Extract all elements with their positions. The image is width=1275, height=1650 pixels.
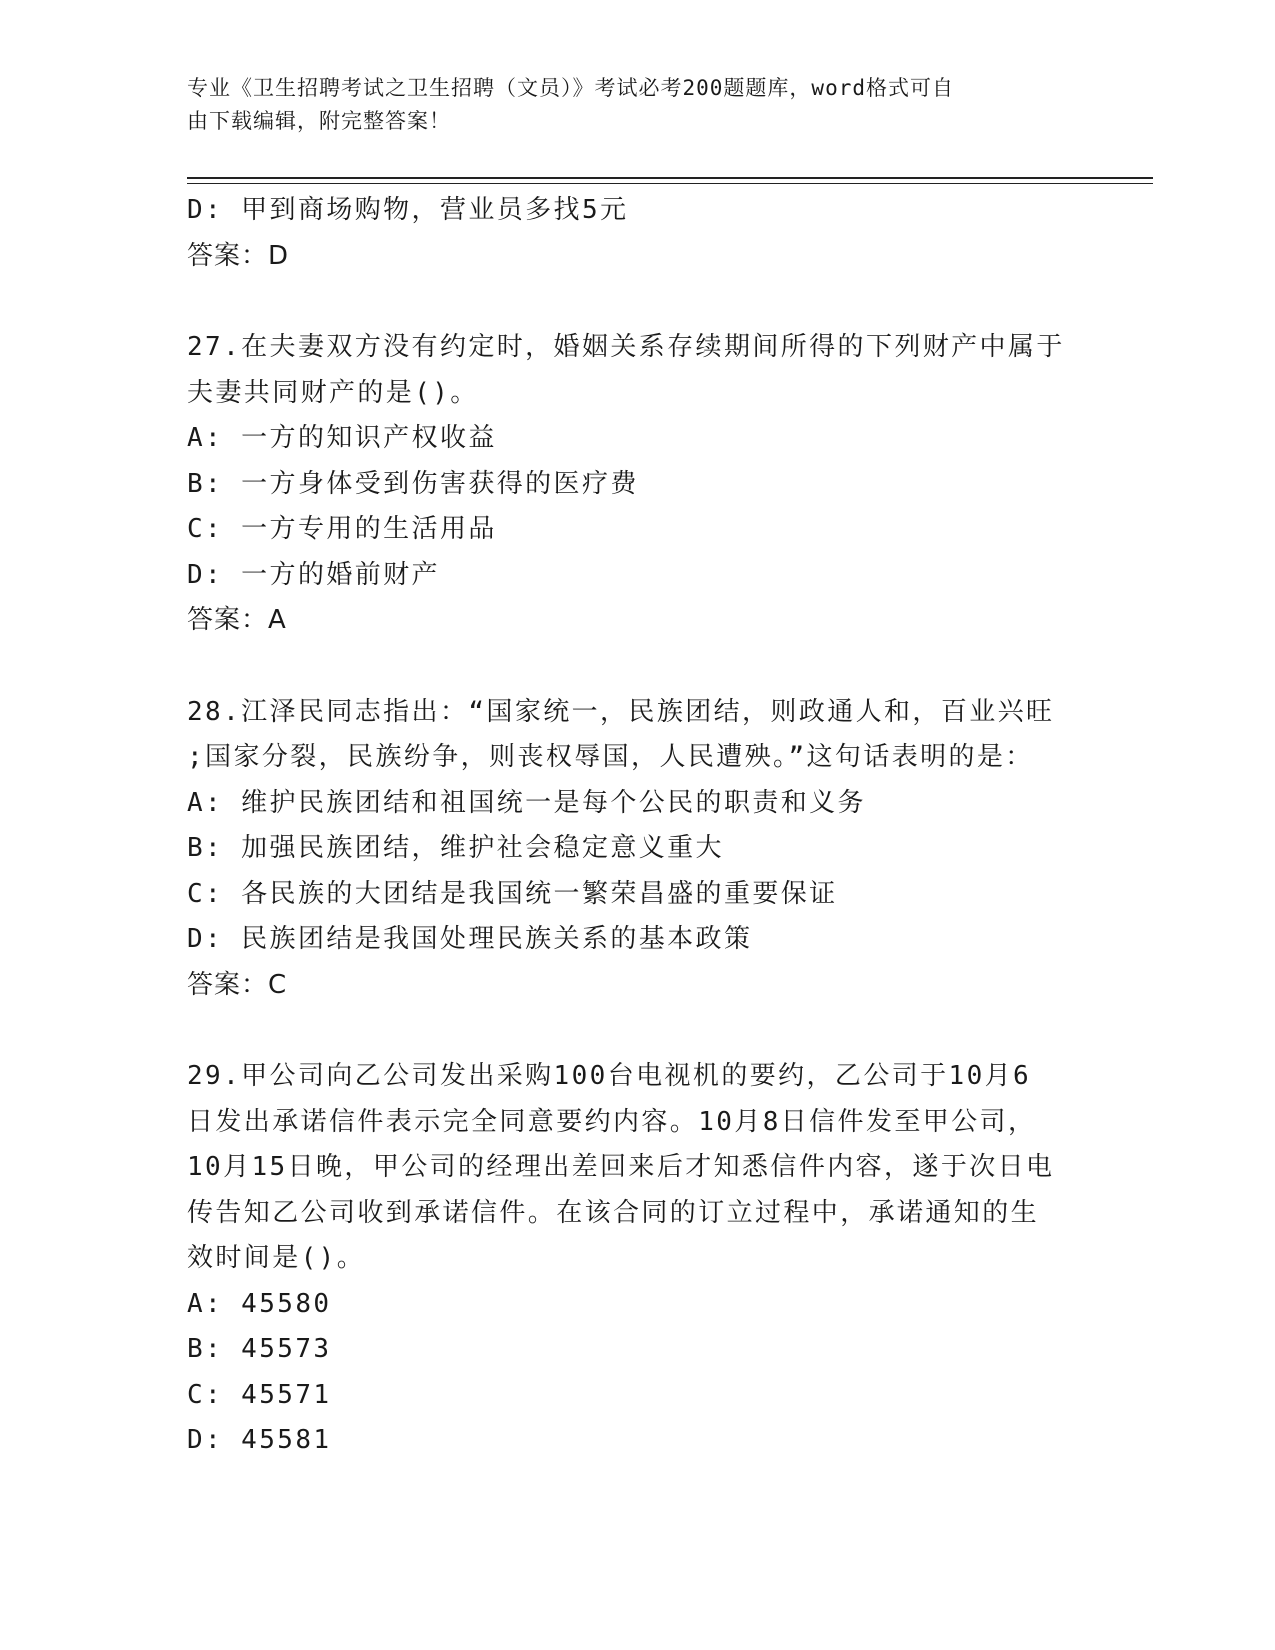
q29-option-d: D: 45581 [187, 1425, 332, 1455]
q27-stem-line-2: 夫妻共同财产的是()。 [187, 377, 479, 408]
question-26-tail [187, 188, 1087, 279]
question-29 [187, 1054, 1087, 1464]
header-line-1: 专业《卫生招聘考试之卫生招聘（文员）》考试必考200题题库，word格式可自 [187, 76, 954, 100]
q28-stem-line-2: ;国家分裂，民族纷争，则丧权辱国，人民遭殃。”这句话表明的是： [187, 742, 1034, 772]
q27-option-c: C: 一方专用的生活用品 [187, 514, 497, 544]
q29-option-c: C: 45571 [187, 1379, 332, 1410]
q27-option-b: B: 一方身体受到伤害获得的医疗费 [187, 468, 639, 499]
question-27 [187, 325, 1087, 644]
q28-option-d: D: 民族团结是我国处理民族关系的基本政策 [187, 924, 753, 954]
spacer [187, 1008, 1087, 1054]
q29-stem-line-1: 29.甲公司向乙公司发出采购100台电视机的要约，乙公司于10月6 [187, 1061, 1032, 1091]
q27-answer: 答案：A [187, 605, 287, 635]
q26-option-d: D: 甲到商场购物，营业员多找5元 [187, 195, 629, 225]
header-rule-thin [187, 183, 1153, 184]
q28-option-b: B: 加强民族团结，维护社会稳定意义重大 [187, 833, 724, 863]
q27-stem-line-1: 27.在夫妻双方没有约定时，婚姻关系存续期间所得的下列财产中属于 [187, 332, 1065, 362]
q29-option-a: A: 45580 [187, 1288, 332, 1319]
q27-option-a: A: 一方的知识产权收益 [187, 423, 497, 453]
q29-stem-line-2: 日发出承诺信件表示完全同意要约内容。10月8日信件发至甲公司， [187, 1106, 1037, 1137]
q29-stem-line-5: 效时间是()。 [187, 1243, 366, 1273]
spacer [187, 279, 1087, 325]
q29-stem-line-4: 传告知乙公司收到承诺信件。在该合同的订立过程中，承诺通知的生 [187, 1197, 1040, 1228]
q29-stem-line-3: 10月15日晚，甲公司的经理出差回来后才知悉信件内容，遂于次日电 [187, 1152, 1055, 1182]
q28-answer: 答案：C [187, 969, 288, 1000]
header-line-2: 由下载编辑，附完整答案！ [187, 109, 451, 133]
q28-stem-line-1: 28.江泽民同志指出：“国家统一，民族团结，则政通人和，百业兴旺 [187, 696, 1055, 727]
document-body [187, 188, 1087, 1464]
header-rule-thick [187, 177, 1153, 179]
q28-option-c: C: 各民族的大团结是我国统一繁荣昌盛的重要保证 [187, 878, 838, 909]
q29-option-b: B: 45573 [187, 1334, 332, 1364]
q26-answer: 答案：D [187, 240, 290, 271]
question-28 [187, 690, 1087, 1009]
q27-option-d: D: 一方的婚前财产 [187, 559, 440, 590]
q28-option-a: A: 维护民族团结和祖国统一是每个公民的职责和义务 [187, 787, 866, 818]
spacer [187, 644, 1087, 690]
document-header [187, 72, 1067, 138]
